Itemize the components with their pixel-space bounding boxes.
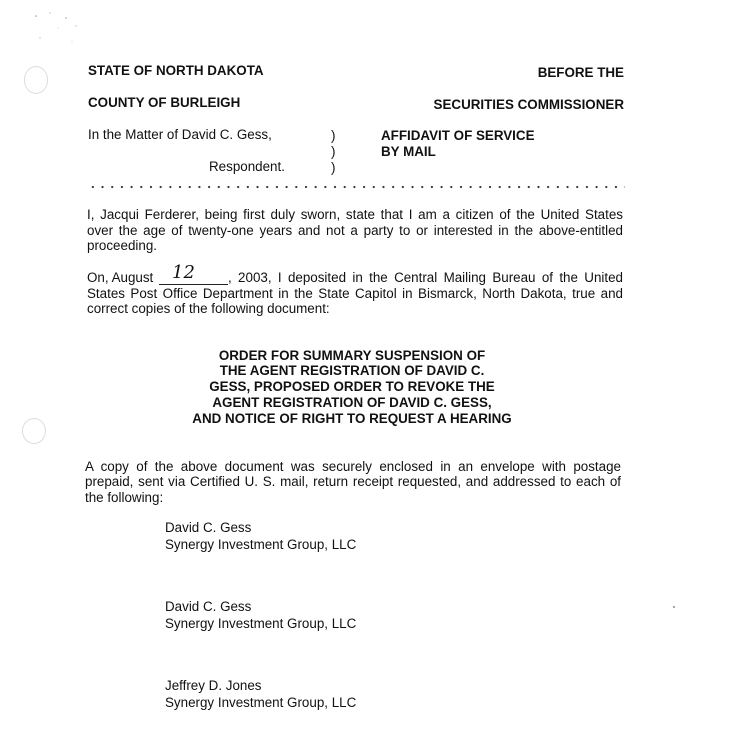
date-blank-line — [159, 284, 228, 285]
state-heading: STATE OF NORTH DAKOTA — [88, 63, 264, 78]
para3-line3: the following: — [85, 490, 164, 505]
scan-specks — [28, 8, 88, 48]
order-title-line3: GESS, PROPOSED ORDER TO REVOKE THE — [209, 379, 495, 394]
paren-3: ) — [331, 160, 336, 175]
commission-heading: SECURITIES COMMISSIONER — [433, 97, 624, 112]
recipient-2-name: David C. Gess — [165, 599, 252, 614]
para1-line1: I, Jacqui Ferderer, being first duly sworn, state that I am a citizen of the United States — [87, 207, 623, 222]
paren-2: ) — [331, 144, 336, 159]
affidavit-title-1: AFFIDAVIT OF SERVICE — [381, 128, 535, 143]
recipient-3-name: Jeffrey D. Jones — [165, 678, 262, 693]
paren-1: ) — [331, 128, 336, 143]
order-title-line2: THE AGENT REGISTRATION OF DAVID C. — [219, 363, 485, 378]
order-title-line5: AND NOTICE OF RIGHT TO REQUEST A HEARING — [192, 411, 512, 426]
para2-line3: correct copies of the following document: — [87, 301, 330, 316]
recipient-2-company: Synergy Investment Group, LLC — [165, 616, 357, 631]
recipient-1-name: David C. Gess — [165, 520, 252, 535]
para2-line2: States Post Office Department in the State Capitol in Bismarck, North Dakota, true and — [87, 286, 623, 301]
matter-line: In the Matter of David C. Gess, — [88, 127, 272, 142]
scan-speck-right — [673, 606, 675, 608]
punch-hole-middle — [22, 418, 46, 444]
punch-hole-top — [24, 66, 48, 94]
respondent-label: Respondent. — [209, 159, 285, 174]
before-heading: BEFORE THE — [537, 65, 624, 80]
handwritten-day: 12 — [172, 262, 195, 283]
dotted-divider — [88, 185, 625, 189]
para1-line2: over the age of twenty-one years and not a party to or interested in the above-entitled — [87, 223, 623, 238]
para2-prefix: On, August — [87, 270, 154, 285]
county-heading: COUNTY OF BURLEIGH — [88, 95, 241, 110]
recipient-3-company: Synergy Investment Group, LLC — [165, 695, 357, 710]
affidavit-title-2: BY MAIL — [381, 144, 436, 159]
order-title-line1: ORDER FOR SUMMARY SUSPENSION OF — [218, 348, 486, 363]
para3-line1: A copy of the above document was securely enclosed in an envelope with postage — [85, 459, 621, 474]
para2-line1-rest: , 2003, I deposited in the Central Mailing Bureau of the United — [228, 270, 623, 285]
recipient-1-company: Synergy Investment Group, LLC — [165, 537, 357, 552]
para1-line3: proceeding. — [87, 238, 157, 253]
para3-line2: prepaid, sent via Certified U. S. mail, return receipt requested, and addressed to each of — [85, 474, 621, 489]
order-title-line4: AGENT REGISTRATION OF DAVID C. GESS, — [212, 395, 492, 410]
